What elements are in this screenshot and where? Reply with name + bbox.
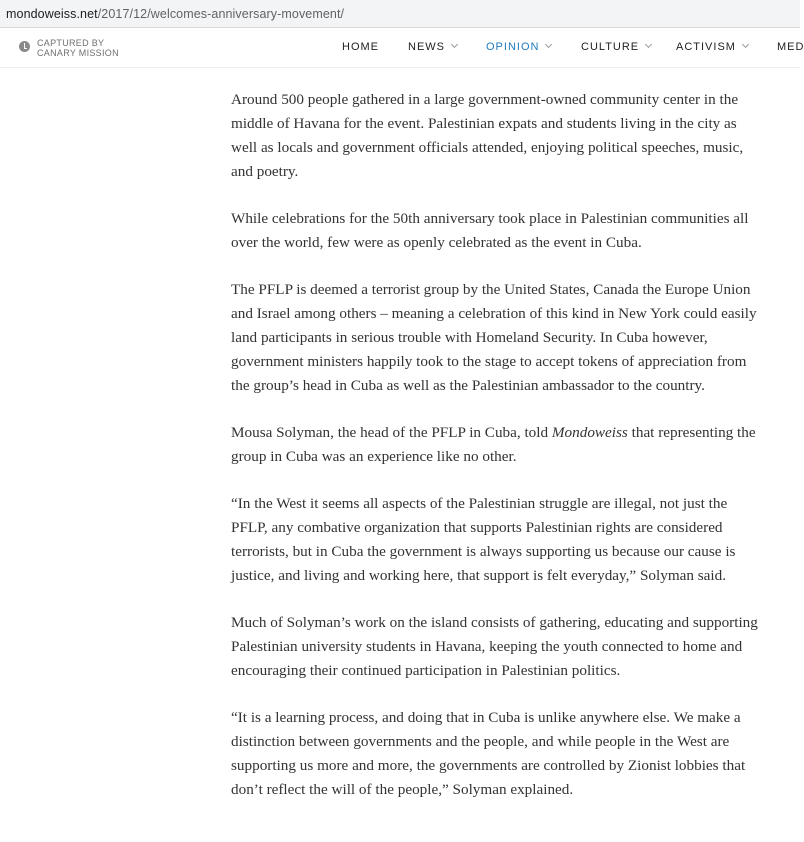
nav-item-home[interactable] [342,41,379,53]
nav-label: HOME [342,41,379,53]
article-paragraph: While celebrations for the 50th anniversary took place in Palestinian communities all over the world, few were as openly celebrated as the event in Cuba. [231,210,749,251]
nav-item-culture[interactable] [581,41,651,53]
publication-name: Mondoweiss [551,424,628,441]
url-domain: mondoweiss.net [6,7,98,21]
nav-item-activism[interactable] [676,41,748,53]
site-navbar [0,28,804,68]
nav-item-opinion[interactable] [486,41,551,53]
url-text[interactable] [6,7,344,21]
nav-label: MED [777,41,804,53]
paragraph-text: that representing the group in Cuba was an experience like no other. [231,424,756,465]
nav-label: NEWS [408,41,445,53]
nav-item-news[interactable] [408,41,457,53]
article-paragraph: The PFLP is deemed a terrorist group by the United States, Canada the Europe Union and Israel among others – meaning a celebration of this kind in New York could easily land participants in serious trouble with Homeland Security. In Cuba however, government ministers happily took to the stage to accept tokens of appreciation from the group’s head in Cuba as well as the Palestinian ambassador to the country. [231,281,757,394]
paragraph-text: Mousa Solyman, the head of the PFLP in Cuba, told [231,424,552,441]
article-paragraph [231,421,761,469]
article-paragraph: Much of Solyman’s work on the island consists of gathering, educating and supporting Palestinian university students in Havana, keeping the youth connected to home and encouraging their continued participation in Palestinian politics. [231,614,758,679]
nav-item-media[interactable] [777,41,804,53]
article-body [231,88,761,825]
chevron-down-icon [451,41,458,48]
nav-label: OPINION [486,41,540,53]
url-path: /2017/12/welcomes-anniversary-movement/ [97,7,345,21]
browser-address-bar[interactable] [0,0,800,28]
article-paragraph: “It is a learning process, and doing that in Cuba is unlike anywhere else. We make a distinction between governments and the people, and while people in the West are supporting us more and more, the governments are controlled by Zionist lobbies that don’t reflect the will of the people,” Solyman explained. [231,709,746,798]
article-paragraph: “In the West it seems all aspects of the Palestinian struggle are illegal, not just the PFLP, any combative organization that supports Palestinian rights are considered terrorists, but in Cuba the government is always supporting us because our cause is justice, and living and working here, that support is felt everyday,” Solyman said. [231,495,736,584]
check-circle-icon [19,41,30,52]
brand-text [37,38,119,58]
chevron-down-icon [645,41,652,48]
brand-line2: CANARY MISSION [37,48,119,58]
article-paragraph: Around 500 people gathered in a large government-owned community center in the middle of Havana for the event. Palestinian expats and students living in the city as well as locals and government officials attended, enjoying political speeches, music, and poetry. [231,91,744,180]
chevron-down-icon [742,41,749,48]
nav-label: CULTURE [581,41,640,53]
nav-label: ACTIVISM [676,41,736,53]
chevron-down-icon [545,41,552,48]
brand-line1: CAPTURED BY [37,38,105,48]
